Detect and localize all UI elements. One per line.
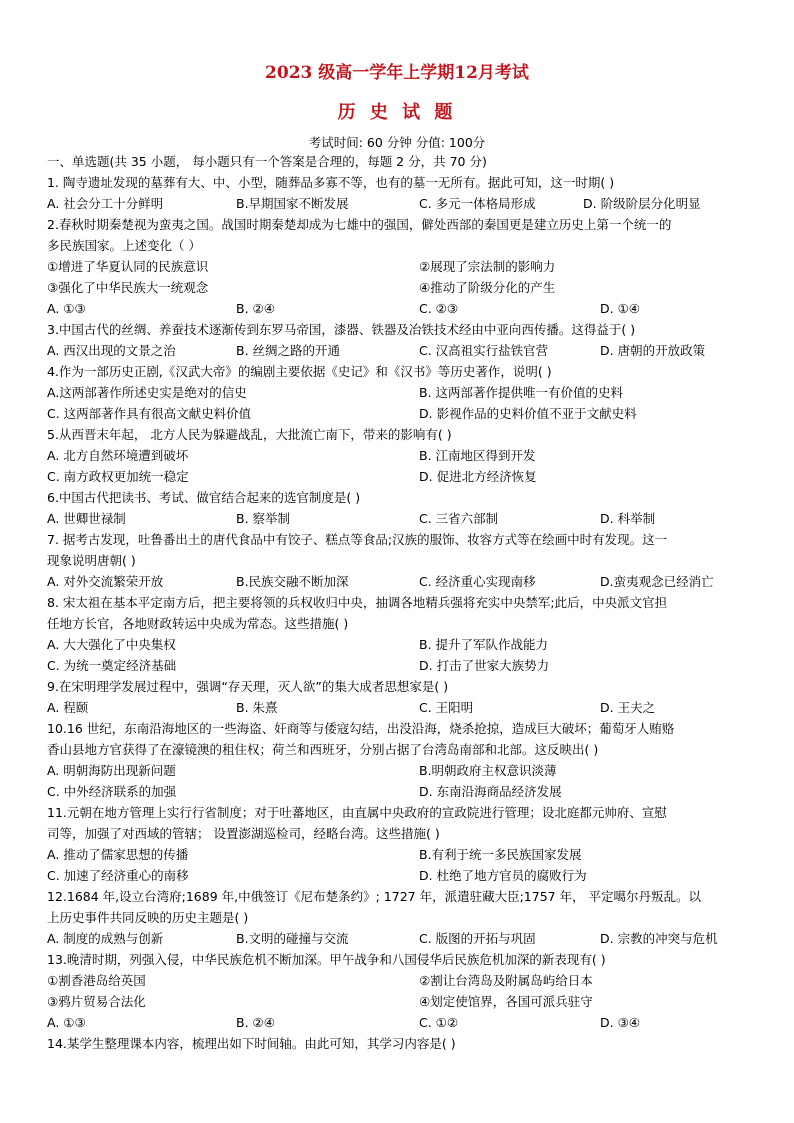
question-2-stem-line1: 2.春秋时期秦楚视为蛮夷之国。战国时期秦楚却成为七雄中的强国，僻处西部的秦国更是建立历史上第一个统一的 xyxy=(47,217,672,232)
q8-option-a: A. 大大强化了中央集权 xyxy=(47,637,176,652)
q6-option-b: B. 察举制 xyxy=(236,511,291,526)
section-heading: 一、单选题(共 35 小题， 每小题只有一个答案是合理的，每题 2 分，共 70 分) xyxy=(47,154,487,169)
q2-option-b: B. ②④ xyxy=(236,301,275,316)
q6-option-d: D. 科举制 xyxy=(600,511,656,526)
q3-option-b: B. 丝绸之路的开通 xyxy=(236,343,341,358)
q1-option-b: B.早期国家不断发展 xyxy=(236,196,349,211)
q3-option-c: C. 汉高祖实行盐铁官营 xyxy=(419,343,549,358)
q2-statement-3: ③强化了中华民族大一统观念 xyxy=(47,280,209,295)
q2-statement-1: ①增进了华夏认同的民族意识 xyxy=(47,259,209,274)
question-2-stem-line2: 多民族国家。上述变化（ ） xyxy=(47,238,201,253)
q9-option-d: D. 王夫之 xyxy=(600,700,656,715)
q7-option-c: C. 经济重心实现南移 xyxy=(419,574,536,589)
q11-option-d: D. 杜绝了地方官员的腐败行为 xyxy=(419,868,587,883)
q4-option-a: A.这两部著作所述史实是绝对的信史 xyxy=(47,385,247,400)
q5-option-a: A. 北方自然环境遭到破坏 xyxy=(47,448,189,463)
q6-option-a: A. 世卿世禄制 xyxy=(47,511,126,526)
q13-option-c: C. ①② xyxy=(419,1015,459,1030)
q2-statement-4: ④推动了阶级分化的产生 xyxy=(419,280,556,295)
question-7-stem-line1: 7. 据考古发现，吐鲁番出土的唐代食品中有饺子、糕点等食品;汉族的服饰、妆容方式等在绘画中时有发现。这一 xyxy=(47,532,668,547)
q11-option-c: C. 加速了经济重心的南移 xyxy=(47,868,189,883)
q5-option-d: D. 促进北方经济恢复 xyxy=(419,469,537,484)
exam-meta: 考试时间: 60 分钟 分值: 100分 xyxy=(308,135,486,150)
q8-option-b: B. 提升了军队作战能力 xyxy=(419,637,549,652)
q5-option-c: C. 南方政权更加统一稳定 xyxy=(47,469,189,484)
q13-option-a: A. ①③ xyxy=(47,1015,86,1030)
q8-option-c: C. 为统一奠定经济基础 xyxy=(47,658,177,673)
exam-title: 2023 级高一学年上学期12月考试 xyxy=(265,63,529,83)
q11-option-a: A. 推动了儒家思想的传播 xyxy=(47,847,189,862)
question-5-stem: 5.从西晋末年起， 北方人民为躲避战乱，大批流亡南下，带来的影响有( ) xyxy=(47,427,452,442)
question-12-stem-line2: 上历史事件共同反映的历史主题是( ) xyxy=(47,910,249,925)
q13-option-b: B. ②④ xyxy=(236,1015,275,1030)
question-9-stem: 9.在宋明理学发展过程中，强调“存天理，灭人欲”的集大成者思想家是( ) xyxy=(47,679,449,694)
q2-statement-2: ②展现了宗法制的影响力 xyxy=(419,259,556,274)
question-12-stem-line1: 12.1684 年,设立台湾府;1689 年,中俄签订《尼布楚条约》; 1727 年，派遣驻藏大臣;1757 年， 平定噶尔丹叛乱。以 xyxy=(47,889,702,904)
q7-option-a: A. 对外交流繁荣开放 xyxy=(47,574,164,589)
q8-option-d: D. 打击了世家大族势力 xyxy=(419,658,550,673)
q2-option-c: C. ②③ xyxy=(419,301,459,316)
question-13-stem: 13.晚清时期，列强入侵，中华民族危机不断加深。甲午战争和八国侵华后民族危机加深的新表现有( ) xyxy=(47,952,606,967)
q12-option-a: A. 制度的成熟与创新 xyxy=(47,931,164,946)
q6-option-c: C. 三省六部制 xyxy=(419,511,499,526)
q3-option-d: D. 唐朝的开放政策 xyxy=(600,343,706,358)
q3-option-a: A. 西汉出现的文景之治 xyxy=(47,343,176,358)
q4-option-d: D. 影视作品的史料价值不亚于文献史料 xyxy=(419,406,637,421)
question-1-stem: 1. 陶寺遗址发现的墓葬有大、中、小型，随葬品多寡不等，也有的墓一无所有。据此可知，这一时期( ) xyxy=(47,175,615,190)
q13-option-d: D. ③④ xyxy=(600,1015,640,1030)
q10-option-a: A. 明朝海防出现新问题 xyxy=(47,763,176,778)
question-10-stem-line2: 香山县地方官获得了在濠镜澳的租住权；荷兰和西班牙，分别占据了台湾岛南部和北部。这反映出( ) xyxy=(47,742,599,757)
q2-option-a: A. ①③ xyxy=(47,301,86,316)
q1-option-a: A. 社会分工十分鲜明 xyxy=(47,196,164,211)
question-11-stem-line1: 11.元朝在地方管理上实行行省制度；对于吐蕃地区，由直属中央政府的宣政院进行管理；设北庭都元帅府、宣慰 xyxy=(47,805,667,820)
q12-option-b: B.文明的碰撞与交流 xyxy=(236,931,349,946)
q4-option-c: C. 这两部著作具有很高文献史料价值 xyxy=(47,406,252,421)
q1-option-c: C. 多元一体格局形成 xyxy=(419,196,536,211)
question-8-stem-line2: 任地方长官，各地财政转运中央成为常态。这些措施( ) xyxy=(47,616,349,631)
q12-option-d: D. 宗教的冲突与危机 xyxy=(600,931,718,946)
q7-option-b: B.民族交融不断加深 xyxy=(236,574,349,589)
question-4-stem: 4.作为一部历史正剧,《汉武大帝》的编剧主要依据《史记》和《汉书》等历史著作，说明( ) xyxy=(47,364,552,379)
q12-option-c: C. 版图的开拓与巩固 xyxy=(419,931,536,946)
q10-option-b: B.明朝政府主权意识淡薄 xyxy=(419,763,557,778)
q9-option-a: A. 程颐 xyxy=(47,700,89,715)
q10-option-c: C. 中外经济联系的加强 xyxy=(47,784,177,799)
q9-option-c: C. 王阳明 xyxy=(419,700,474,715)
q13-statement-4: ④划定使馆界，各国可派兵驻守 xyxy=(419,994,593,1009)
q4-option-b: B. 这两部著作提供唯一有价值的史料 xyxy=(419,385,624,400)
q7-option-d: D.蛮夷观念已经消亡 xyxy=(600,574,714,589)
q13-statement-3: ③鸦片贸易合法化 xyxy=(47,994,146,1009)
q11-option-b: B.有利于统一多民族国家发展 xyxy=(419,847,582,862)
question-7-stem-line2: 现象说明唐朝( ) xyxy=(47,553,136,568)
question-11-stem-line2: 司等，加强了对西域的管辖； 设置澎湖巡检司，经略台湾。这些措施( ) xyxy=(47,826,440,841)
question-3-stem: 3.中国古代的丝绸、养蚕技术逐渐传到东罗马帝国，漆器、铁器及冶铁技术经由中亚向西传播。这得益于( ) xyxy=(47,322,636,337)
exam-subtitle: 历 史 试 题 xyxy=(337,102,457,123)
q13-statement-2: ②割让台湾岛及附属岛屿给日本 xyxy=(419,973,593,988)
q10-option-d: D. 东南沿海商品经济发展 xyxy=(419,784,562,799)
q1-option-d: D. 阶级阶层分化明显 xyxy=(583,196,701,211)
q5-option-b: B. 江南地区得到开发 xyxy=(419,448,536,463)
question-10-stem-line1: 10.16 世纪，东南沿海地区的一些海盗、奸商等与倭寇勾结，出没沿海，烧杀抢掠，造成巨大破坏；葡萄牙人贿赂 xyxy=(47,721,675,736)
question-6-stem: 6.中国古代把读书、考试、做官结合起来的选官制度是( ) xyxy=(47,490,361,505)
question-8-stem-line1: 8. 宋太祖在基本平定南方后，把主要将领的兵权收归中央，抽调各地精兵强将充实中央禁军;此后，中央派文官担 xyxy=(47,595,668,610)
q2-option-d: D. ①④ xyxy=(600,301,640,316)
q9-option-b: B. 朱熹 xyxy=(236,700,278,715)
question-14-stem: 14.某学生整理课本内容，梳理出如下时间轴。由此可知，其学习内容是( ) xyxy=(47,1036,456,1051)
q13-statement-1: ①割香港岛给英国 xyxy=(47,973,146,988)
